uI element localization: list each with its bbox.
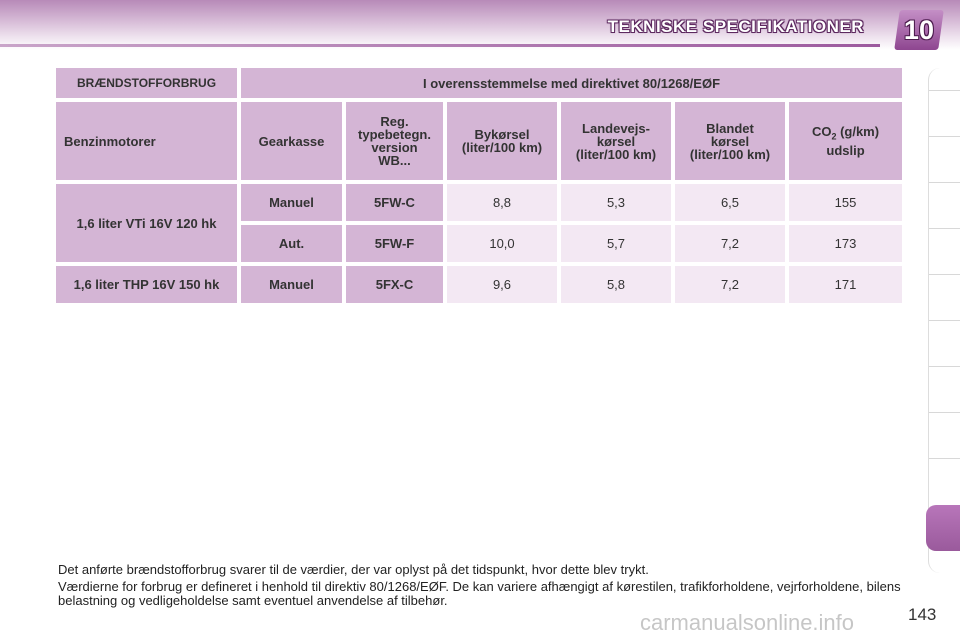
note-paragraph: Det anførte brændstofforbrug svarer til de værdier, der var oplyst på det tidspunkt, hvor dette blev trykt. [58,562,649,577]
col-combined-line: Blandet [706,120,754,136]
page-title: TEKNISKE SPECIFIKATIONER [607,17,864,36]
col-co2 [789,102,902,180]
col-combined-line: (liter/100 km) [689,146,771,162]
side-tab-divider [929,366,960,367]
engine-cell: 1,6 liter VTi 16V 120 hk [56,184,237,262]
side-tab-divider [929,182,960,183]
col-combined-line: kørsel [710,133,750,149]
col-extra-line: (liter/100 km) [575,146,657,162]
table-row [56,266,902,303]
column-header-row [56,102,902,180]
col-extra-urban [561,102,671,180]
side-tab-divider [929,320,960,321]
col-urban-line: (liter/100 km) [461,140,543,155]
reg-cell: 5FW-C [346,184,443,221]
urban-cell: 9,6 [447,266,557,303]
side-tab-divider [929,458,960,459]
col-gearbox: Gearkasse [241,102,342,180]
col-co2-prefix: CO [811,124,832,140]
extra-urban-cell: 5,8 [561,266,671,303]
watermark: carmanualsonline.info [640,610,855,635]
col-co2-subscript: 2 [831,131,837,142]
note-paragraph: Værdierne for forbrug er defineret i henhold til direktiv 80/1268/EØF. De kan variere afhængigt af kørestilen, trafikforholdene, vejrforholdene, bilens belastning og vedligeholdelse samt eventuel anvendelse af tilbehør. [58,579,901,608]
col-reg-type [346,102,443,180]
reg-cell: 5FW-F [346,225,443,262]
table-row [56,184,902,221]
combined-cell: 6,5 [675,184,785,221]
extra-urban-cell: 5,7 [561,225,671,262]
table-header-row [56,68,902,98]
col-extra-line: kørsel [596,133,636,149]
side-tab-divider [929,412,960,413]
co2-cell: 155 [789,184,902,221]
urban-cell: 10,0 [447,225,557,262]
col-co2-line: udslip [826,142,865,158]
chapter-number: 10 [903,14,935,45]
section-heading: BRÆNDSTOFFORBRUG [56,68,237,98]
combined-cell: 7,2 [675,225,785,262]
extra-urban-cell: 5,3 [561,184,671,221]
chapter-badge [894,10,944,50]
gearbox-cell: Manuel [241,184,342,221]
directive-heading: I overensstemmelse med direktivet 80/1268/EØF [241,68,902,98]
col-urban [447,102,557,180]
col-co2-suffix: (g/km) [836,124,880,140]
side-tab-strip [928,68,960,573]
side-tab-divider [929,136,960,137]
col-urban-line: Bykørsel [474,127,530,142]
urban-cell: 8,8 [447,184,557,221]
col-reg-line: version [371,140,418,155]
co2-cell: 173 [789,225,902,262]
header-rule [0,44,880,47]
side-tab-divider [929,274,960,275]
side-tab-divider [929,90,960,91]
page-number: 143 [908,605,937,624]
engine-cell: 1,6 liter THP 16V 150 hk [56,266,237,303]
reg-cell: 5FX-C [346,266,443,303]
co2-cell: 171 [789,266,902,303]
fuel-consumption-table [52,64,906,307]
gearbox-cell: Aut. [241,225,342,262]
side-tab-divider [929,228,960,229]
col-reg-line: typebetegn. [358,127,431,142]
col-combined [675,102,785,180]
gearbox-cell: Manuel [241,266,342,303]
col-reg-line: Reg. [380,114,409,129]
side-tab-active[interactable] [926,505,960,551]
col-extra-line: Landevejs- [582,120,650,136]
combined-cell: 7,2 [675,266,785,303]
col-engine: Benzinmotorer [56,102,237,180]
col-reg-line: WB... [378,153,411,168]
